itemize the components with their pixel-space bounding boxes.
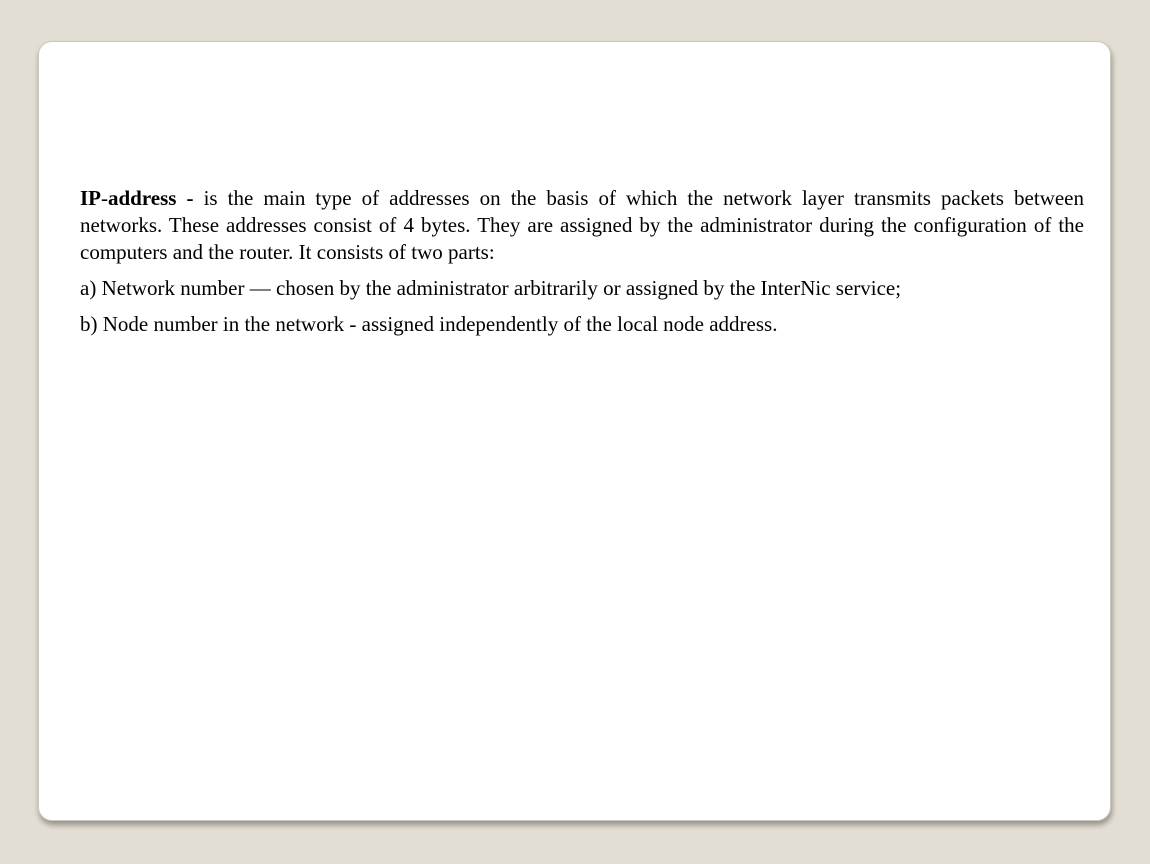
definition-paragraph bbox=[80, 185, 1084, 266]
definition-text: is the main type of addresses on the basis of which the network layer transmits packets between networks. These addresses consist of 4 bytes. They are assigned by the administrator during the configuration of the computers and the router. It consists of two parts: bbox=[80, 186, 1084, 264]
term-ip: IP bbox=[80, 186, 101, 210]
term-separator: - bbox=[101, 186, 108, 210]
list-item-node-number: b) Node number in the network - assigned independently of the local node address. bbox=[80, 312, 778, 336]
term-address: address - bbox=[108, 186, 194, 210]
slide-content bbox=[80, 185, 1084, 338]
slide bbox=[38, 41, 1111, 821]
list-item-network-number: a) Network number — chosen by the administrator arbitrarily or assigned by the InterNic service; bbox=[80, 276, 902, 300]
